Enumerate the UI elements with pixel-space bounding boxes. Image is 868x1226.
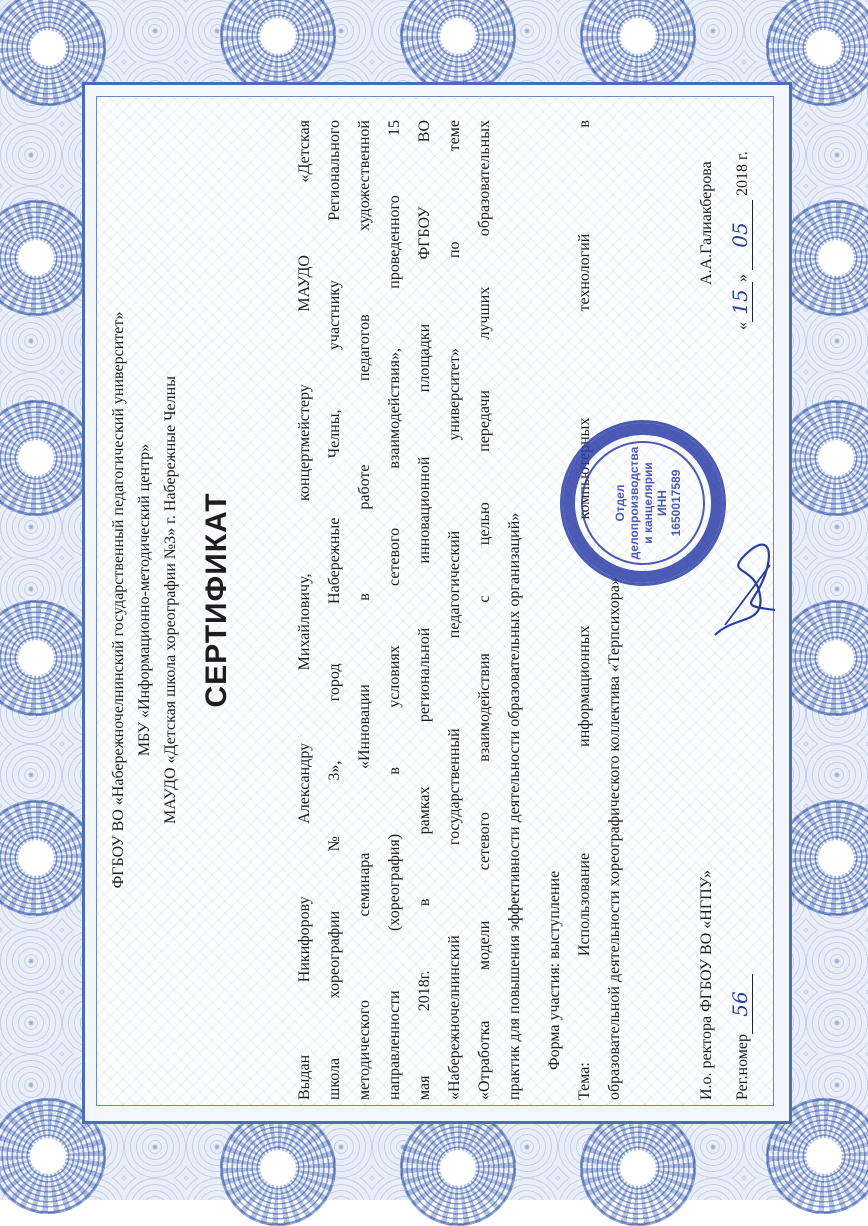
certificate-content — [100, 100, 768, 1100]
issuer-line-3: МАУДО «Детская школа хореографии №3» г. Набережные Челны — [162, 376, 179, 824]
stamp-text: делопроизводства — [627, 446, 641, 560]
stamp-text: и канцелярии — [641, 462, 655, 544]
certificate-title: СЕРТИФИКАТ — [200, 492, 233, 708]
stamp-text: ИНН — [655, 490, 669, 516]
registration-number — [728, 974, 753, 1100]
date-day: 15 — [728, 289, 752, 315]
ornament-rosette — [400, 1110, 516, 1226]
body-line: Выдан Никифорову Александру Михайловичу, концертмейстеру МАУДО «Детская — [296, 120, 313, 1100]
body-line: направленности (хореография) в условиях сетевого взаимодействия», проведенного 15 — [386, 120, 403, 1100]
theme-line: Тема: Использование информационных компьютерных технологий в — [576, 120, 593, 1100]
signatory-position: И.о. ректора ФГБОУ ВО «НГПУ» — [698, 870, 715, 1100]
stamp-text: Отдел — [613, 484, 627, 522]
reg-value: 56 — [728, 991, 752, 1017]
date-month: 05 — [728, 222, 752, 248]
ornament-rosette — [580, 1110, 696, 1226]
handwritten-signature — [705, 535, 785, 645]
body-line: «Отработка модели сетевого взаимодействия с целью передачи лучших образовательных — [476, 120, 493, 1100]
reg-label: Рег.номер — [734, 1033, 751, 1100]
official-stamp — [560, 420, 726, 586]
ornament-rosette — [220, 1110, 336, 1226]
date-year: 2018 г. — [734, 151, 751, 196]
body-line: школа хореографии №3», город Набережные Челны, участнику Регионального — [326, 120, 343, 1100]
body-line: мая 2018г. в рамках региональной инновационной площадки ФГБОУ ВО — [416, 120, 433, 1100]
issuer-line-1: ФГБОУ ВО «Набережночелнинский государственный педагогический университет» — [110, 311, 127, 889]
theme-line: образовательной деятельности хореографического коллектива «Терпсихора» — [606, 577, 623, 1100]
body-line: практик для повышения эффективности деятельности образовательных организаций» — [506, 512, 523, 1100]
signatory-name: А.А.Галиакберова — [698, 161, 715, 285]
body-line: «Набережночелнинский государственный педагогический университет» по теме — [446, 120, 463, 1100]
participation-form: Форма участия: выступление — [546, 870, 563, 1070]
issue-date: «15» 05 2018 г. — [728, 151, 752, 330]
issuer-line-2: МБУ «Информационно-методический центр» — [136, 443, 153, 757]
stamp-text: 1650017589 — [669, 469, 683, 537]
body-line: методического семинара «Инновации в работе педагогов художественной — [356, 120, 373, 1100]
